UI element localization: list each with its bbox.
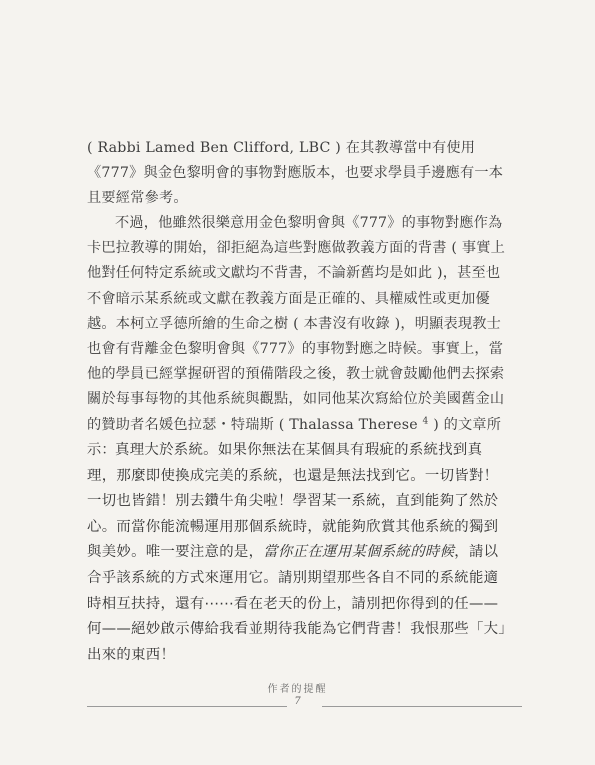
quote-text-end: ，請以合乎該系統的方式來運用它。請別期望那些各自不同的系統能適時相互扶持，還有⋯⋯看在老天的份上，請別把你得到的任——何——絕妙啟示傳給我看並期待我能為它們背書！我恨那些「大」出來的東西！ xyxy=(87,544,506,663)
running-footer-title: 作者的提醒 xyxy=(267,684,328,695)
block-quote xyxy=(87,438,507,668)
quote-text-start: 真理大於系統。如果你無法在某個具有瑕疵的系統找到真理，那麼即使換成完美的系統，也還是無法找到它。一切皆對！一切也皆錯！別去鑽牛角尖啦！學習某一系統，直到能夠了然於心。而當你能流暢運用那個系統時，就能夠欣賞其他系統的獨到與美妙。唯一要注意的是， xyxy=(87,442,499,561)
footer-rule-right xyxy=(322,706,522,707)
para2-text-end: ) 的文章所示： xyxy=(87,416,502,458)
body-paragraph-2 xyxy=(87,211,507,463)
para2-text-start: 不過，他雖然很樂意用金色黎明會與《777》的事物對應作為卡巴拉教導的開始，卻拒絕為這些對應做教義方面的背書 ( 事實上他對任何特定系統或文獻均不背書，不論新舊均是如此 )，甚至也不會暗示某系統或文獻在教義方面是正確的、具權威性或更加優越。本柯立孚德所繪的生命之樹 ( 本書沒有收錄 )，明顯表現教士也會有背離金色黎明會與《777》的事物對應之時候。事實上，當他的學員已經掌握研習的預備階段之後，教士就會鼓勵他們去探索關於每事每物的其他系統與觀點，如同他某次寫給位於美國舊金山的贊助者名媛色拉瑟・特瑞斯 ( Thalassa Therese xyxy=(87,215,506,433)
quote-emphasis: 當你正在運用某個系統的時候 xyxy=(263,544,455,561)
body-paragraph-1 xyxy=(87,136,507,212)
page-number: 7 xyxy=(294,696,301,707)
footnote-marker[interactable]: 4 xyxy=(422,415,429,426)
para1-text: ( Rabbi Lamed Ben Clifford, LBC ) 在其教導當中有使用《777》與金色黎明會的事物對應版本，也要求學員手邊應有一本且要經常參考。 xyxy=(87,140,504,207)
